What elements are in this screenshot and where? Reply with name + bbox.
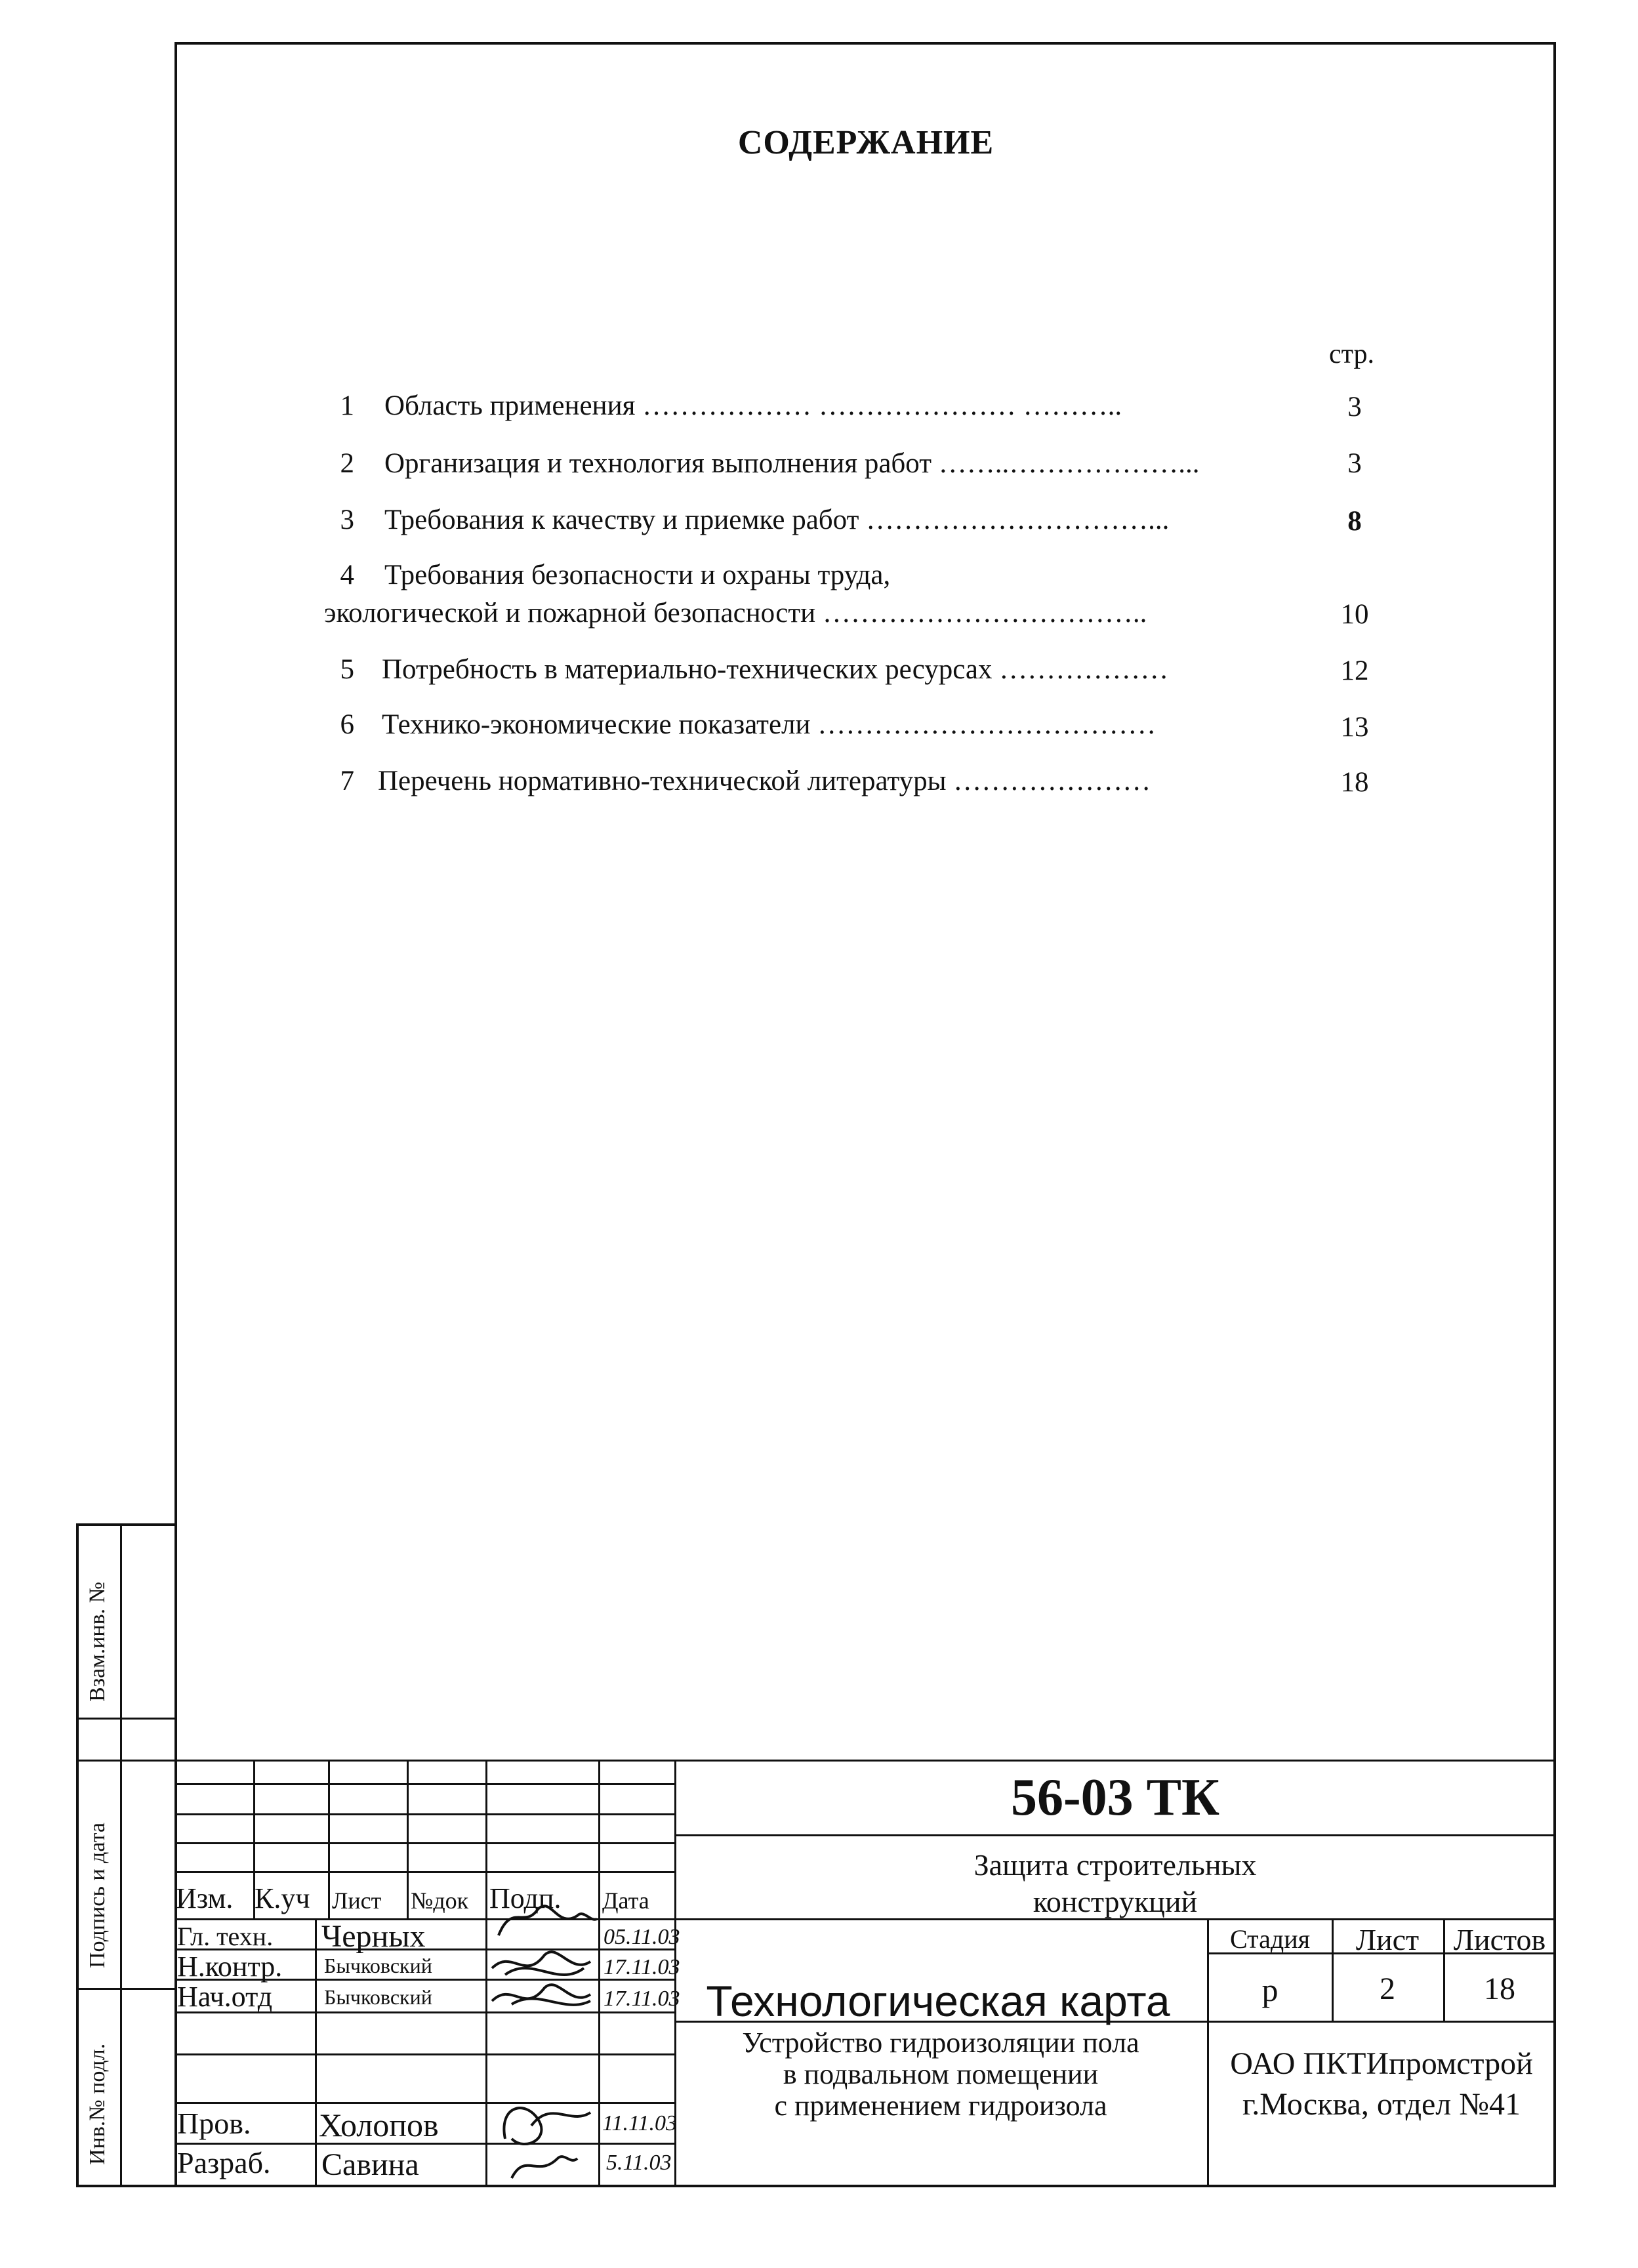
header-kuch: К.уч [255, 1882, 310, 1914]
sheet-number: 2 [1380, 1971, 1395, 2006]
toc-item-number: 6 [340, 709, 354, 740]
role: Н.контр. [177, 1950, 283, 1983]
toc-item-text: Потребность в материально-технических ресурсах ……………… [382, 654, 1169, 685]
person-name: Холопов [319, 2107, 439, 2143]
toc-item-page: 13 [1340, 712, 1369, 743]
toc-item-number: 4 [340, 560, 354, 590]
handwritten-signatures [485, 1889, 598, 2185]
toc-item-page: 18 [1340, 767, 1369, 798]
person-name: Савина [321, 2147, 419, 2182]
toc-item-number: 5 [340, 654, 354, 685]
toc-item-text: Область применения ……………… ………………… ……….. [384, 390, 1122, 421]
toc-item-page: 8 [1347, 506, 1362, 537]
stamp-line [598, 1760, 600, 2187]
work-title-line-3: с применением гидроизола [774, 2090, 1107, 2122]
stamp-line [315, 1918, 317, 2187]
header-ndok: №док [411, 1887, 469, 1914]
toc-item-text-continued: экологической и пожарной безопасности …………………………….. [324, 598, 1147, 629]
role: Разраб. [177, 2146, 271, 2179]
header-izm: Изм. [176, 1882, 234, 1914]
toc-item-text: Перечень нормативно-технической литературы ………………… [378, 766, 1151, 796]
date: 17.11.03 [604, 1987, 680, 2011]
object-name-line-2: конструкций [1033, 1885, 1198, 1918]
page-title: СОДЕРЖАНИЕ [737, 124, 994, 161]
side-divider [76, 1988, 177, 1990]
role: Пров. [177, 2107, 251, 2140]
toc-item-text: Требования к качеству и приемке работ …………………………... [384, 505, 1170, 535]
toc-item-text: Организация и технология выполнения работ ……..………………... [384, 448, 1200, 479]
toc-item-page: 12 [1340, 655, 1369, 686]
side-label-inv: Инв.№ подл. [85, 2043, 110, 2165]
role: Гл. техн. [177, 1922, 274, 1951]
role: Нач.отд [177, 1981, 273, 2013]
page-column-header: стр. [1329, 339, 1375, 369]
work-title-line-2: в подвальном помещении [783, 2058, 1099, 2090]
toc-item-number: 7 [340, 766, 354, 796]
toc-item-number: 2 [340, 448, 354, 479]
toc-item-page: 3 [1347, 448, 1362, 479]
stamp-line [328, 1760, 330, 1918]
person-name: Бычковский [324, 1985, 432, 2009]
person-name: Бычковский [324, 1954, 432, 1977]
toc-item-text: Требования безопасности и охраны труда, [384, 560, 891, 590]
side-label-podpis: Подпись и дата [85, 1823, 110, 1968]
toc-item-number: 1 [340, 390, 354, 421]
sheets-total: 18 [1484, 1971, 1515, 2006]
toc-item-page: 3 [1347, 392, 1362, 423]
toc-item-page: 10 [1340, 599, 1369, 630]
work-title-line-1: Устройство гидроизоляции пола [742, 2027, 1139, 2059]
organization-line-1: ОАО ПКТИпромстрой [1230, 2046, 1533, 2081]
date: 17.11.03 [604, 1955, 680, 1979]
side-divider [76, 1760, 177, 1762]
stamp-line [407, 1760, 409, 1918]
stamp-line [674, 1834, 1556, 1836]
stage-header: Стадия [1229, 1924, 1311, 1954]
header-data: Дата [602, 1887, 649, 1914]
date: 05.11.03 [604, 1925, 680, 1949]
toc-item-text: Технико-экономические показатели ……………………………… [382, 709, 1157, 740]
document-type-title: Технологическая карта [706, 1977, 1170, 2025]
object-name-line-1: Защита строительных [973, 1848, 1257, 1882]
header-list: Лист [332, 1887, 382, 1914]
toc-item-number: 3 [340, 505, 354, 535]
date: 11.11.03 [602, 2111, 677, 2135]
person-name: Черных [321, 1919, 426, 1954]
date: 5.11.03 [606, 2151, 672, 2175]
sheets-total-header: Листов [1453, 1923, 1546, 1956]
organization-line-2: г.Москва, отдел №41 [1242, 2087, 1521, 2122]
document-code: 56-03 ТК [1010, 1769, 1219, 1826]
stage-value: р [1261, 1971, 1279, 2008]
side-label-vzam: Взам.инв. № [85, 1581, 110, 1702]
sheet-header: Лист [1355, 1923, 1420, 1956]
side-divider [76, 1718, 177, 1720]
header-podp: Подп. [489, 1882, 562, 1914]
